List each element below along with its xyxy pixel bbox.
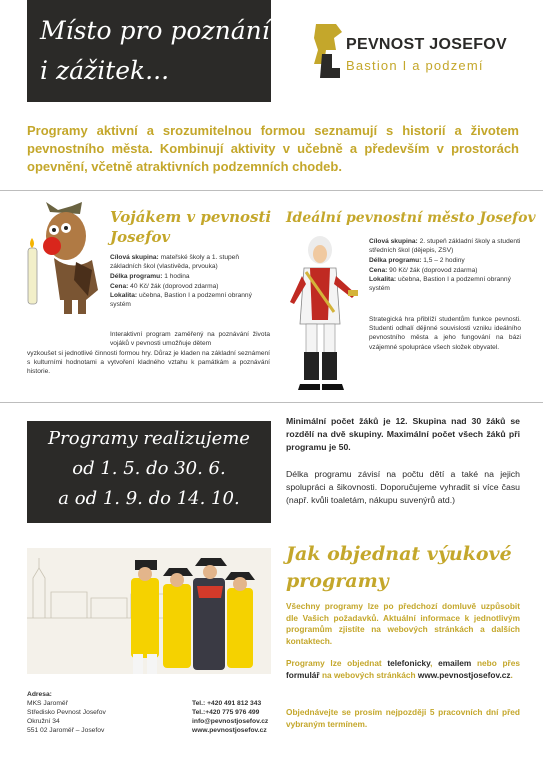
dates-line3: a od 1. 9. do 14. 10.: [58, 488, 240, 509]
program2-details: [369, 237, 521, 293]
program1-location-label: Lokalita:: [110, 291, 138, 299]
program1-group-value: mateřské školy a 1. stupeň základních škol (vlastivěda, prvouka): [110, 254, 240, 271]
program1-title-line2: Josefov: [110, 228, 171, 246]
website-link[interactable]: www.pevnostjosefov.cz: [417, 669, 511, 680]
email-link[interactable]: info@pevnostjosefov.cz: [192, 718, 269, 725]
phone-number[interactable]: Tel.:+420 775 976 499: [192, 709, 260, 716]
program1-group-label: Cílová skupina:: [110, 254, 159, 261]
logo-title: PEVNOST JOSEFOV: [346, 36, 507, 53]
order-paragraph1: Všechny programy lze po předchozí domluvě uzpůsobit dle Vašich požadavků. Aktuální informace k jednotlivým programům zjistíte na webových stránkách a dalších kontaktech.: [286, 601, 520, 646]
duration-info: Délka programu závisí na počtu dětí a také na jejich spolupráci a šikovnosti. Doporučujeme vyhradit si více času (např. kvůli toaletám, nákupu suvenýrů atd.): [286, 469, 520, 505]
address-label: Adresa:: [27, 691, 52, 698]
program2-price-label: Cena:: [369, 266, 388, 274]
program2-group-value: 2. stupeň základní školy a studenti středních škol (dějepis, ZSV): [369, 238, 521, 255]
dates-line2: od 1. 5. do 30. 6.: [72, 458, 226, 479]
web-link[interactable]: www.pevnostjosefov.cz: [192, 727, 267, 734]
program1-description-top: Interaktivní program zaměřený na poznávání života vojáků v pevnosti umožňuje dětem: [110, 331, 270, 348]
address-block: [27, 690, 106, 735]
program1-location-value: učebna, Bastion I a podzemní obranný systém: [110, 291, 252, 309]
officer-figure-icon: [282, 232, 362, 398]
program1-price-label: Cena:: [110, 282, 129, 290]
slogan-line1: Místo pro poznání: [40, 16, 270, 45]
logo-subtitle: Bastion I a podzemí: [346, 58, 484, 73]
divider: [0, 190, 543, 191]
program2-price-value: 90 Kč/ žák (doprovod zdarma): [389, 266, 478, 274]
group-info: Minimální počet žáků je 12. Skupina nad 30 žáků se rozdělí na dvě skupiny. Maximální počet všech žáků při programu je 50.: [286, 416, 520, 452]
program1-description: vyzkoušet si jednotlivé činnosti formou hry. Důraz je kladen na základní seznámení s kulturními hodnotami a vytvoření kladného vztahu k památkám a poznávání historie.: [27, 350, 270, 376]
program2-description: Strategická hra přiblíží studentům funkce pevnosti. Studenti odhalí dějinné souvislosti vzniku ideálního pevnostního města a jeho fungování na bázi vzájemné spolupráce všech složek obyvatel.: [369, 316, 521, 351]
order-paragraph2: Programy lze objednat telefonicky, emailem nebo přes formulář na webových stránkách www.pevnostjosefov.cz.: [286, 658, 520, 680]
program2-group-label: Cílová skupina:: [369, 238, 418, 245]
program1-duration-label: Délka programu:: [110, 273, 163, 281]
intro-text: Programy aktivní a srozumitelnou formou seznamují s historií a životem pevnostního města. Kombinují aktivity v učebně a především v prostorách opevnění, včetně atraktivních podzemních chodeb.: [27, 123, 519, 174]
program1-title-line1: Vojákem v pevnosti: [110, 208, 272, 226]
address-line: MKS Jaroměř: [27, 700, 68, 707]
phone-number[interactable]: Tel.: +420 491 812 343: [192, 700, 262, 707]
contact-block: [192, 699, 268, 735]
program2-location-label: Lokalita:: [369, 275, 397, 283]
program1-details: [110, 253, 270, 309]
order-title-line1: Jak objednat výukové: [286, 543, 512, 565]
address-line: Středisko Pevnost Josefov: [27, 709, 106, 716]
program1-duration-value: 1 hodina: [164, 273, 190, 281]
program1-price-value: 40 Kč/ žák (doprovod zdarma): [130, 282, 219, 290]
program2-title: Ideální pevnostní město Josefov: [286, 210, 536, 226]
order-paragraph3: Objednávejte se prosím nejpozději 5 pracovních dní před vybraným termínem.: [286, 707, 520, 729]
program2-duration-value: 1,5 – 2 hodiny: [423, 257, 465, 265]
address-line: 551 02 Jaroměř – Josefov: [27, 727, 105, 734]
slogan-line2: i zážitek...: [40, 56, 170, 85]
program2-location-value: učebna, Bastion I a podzemní obranný systém: [369, 275, 511, 293]
divider: [0, 402, 543, 403]
order-title-line2: programy: [286, 570, 389, 592]
children-soldiers-photo: [27, 548, 271, 674]
address-line: Okružní 34: [27, 718, 60, 725]
dates-line1: Programy realizujeme: [48, 428, 250, 449]
program2-duration-label: Délka programu:: [369, 257, 422, 265]
soldier-mascot-icon: [24, 200, 106, 320]
